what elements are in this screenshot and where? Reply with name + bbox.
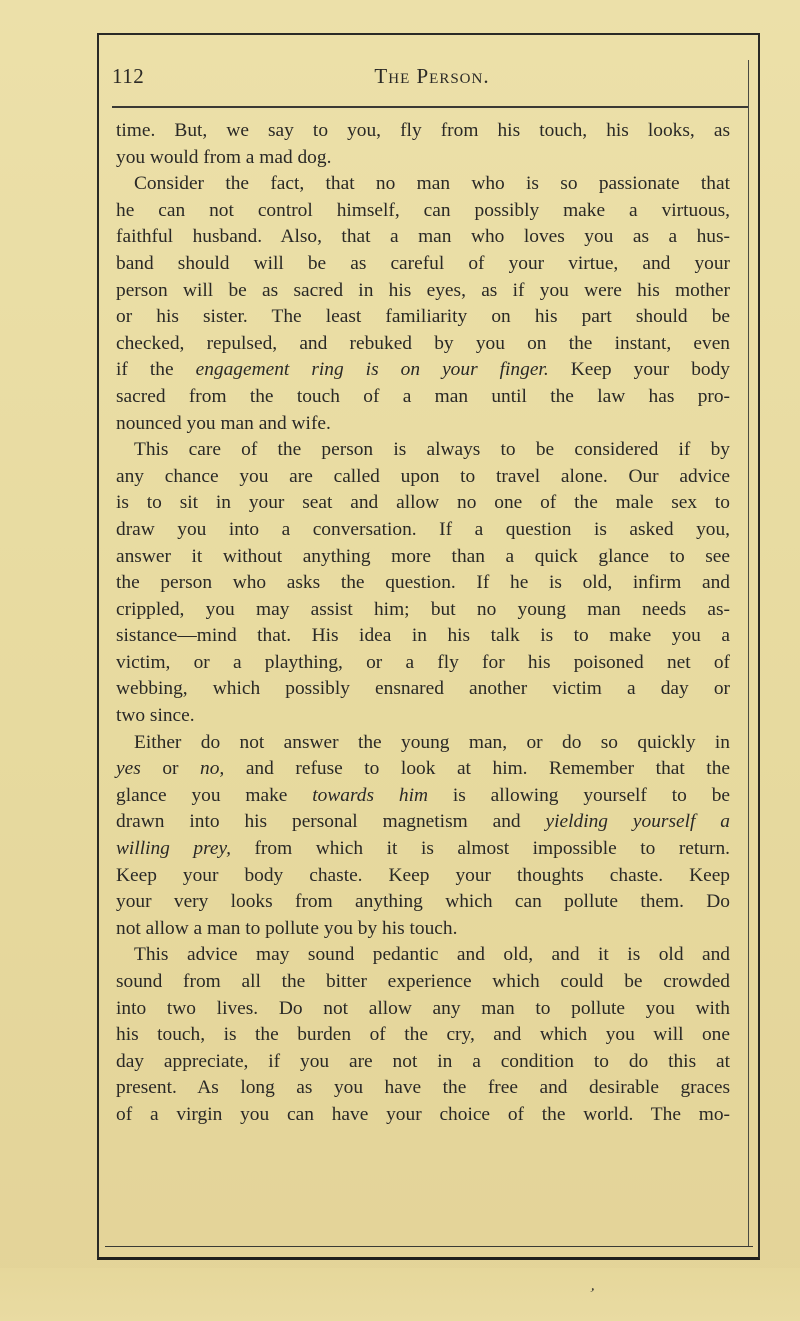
text-line — [116, 304, 730, 331]
text-line — [116, 836, 730, 863]
text-run: from which it is almost impossible to return. — [230, 838, 730, 860]
bottom-rule — [105, 1246, 753, 1247]
text-run: is to sit in your seat and allow no one of the male sex to — [116, 492, 730, 514]
text-run: band should will be as careful of your virtue, and your — [116, 252, 730, 274]
text-run: Either do not answer the young man, or do so quickly in — [134, 731, 730, 753]
text-line — [116, 145, 730, 172]
text-run: sound from all the bitter experience which could be crowded — [116, 971, 730, 992]
text-run: not allow a man to pollute you by his touch. — [116, 917, 458, 939]
text-line — [116, 623, 730, 650]
text-run: crippled, you may assist him; but no young man needs as- — [116, 598, 730, 620]
text-run: day appreciate, if you are not in a condition to do this at — [116, 1050, 730, 1072]
text-run: you would from a mad dog. — [116, 146, 332, 168]
text-run: his touch, is the burden of the cry, and which you will one — [116, 1024, 730, 1046]
text-run: any chance you are called upon to travel alone. Our advice — [116, 465, 730, 487]
text-line — [116, 1022, 730, 1049]
text-run: sistance—mind that. His idea in his talk is to make you a — [116, 625, 730, 647]
page-edge — [0, 1268, 800, 1321]
text-run: drawn into his personal magnetism and — [116, 811, 546, 833]
text-run: This care of the person is always to be considered if by — [134, 439, 730, 461]
text-line — [116, 544, 730, 571]
text-line — [116, 490, 730, 517]
text-run: glance you make — [116, 784, 313, 806]
text-run: he can not control himself, can possibly make a virtuous, — [116, 199, 730, 221]
body-text — [116, 118, 730, 1129]
text-line — [116, 676, 730, 703]
text-line — [116, 756, 730, 783]
text-run: This advice may sound pedantic and old, and it is old and — [134, 944, 730, 966]
text-run: checked, repulsed, and rebuked by you on the instant, even — [116, 332, 730, 354]
text-run: faithful husband. Also, that a man who loves you as a hus- — [116, 226, 730, 248]
text-run: if the — [116, 359, 196, 381]
text-run: victim, or a plaything, or a fly for his poisoned net of — [116, 651, 730, 673]
text-line — [116, 198, 730, 225]
italic-text: yielding yourself a — [545, 811, 730, 833]
italic-text: willing prey, — [116, 838, 231, 860]
header-rule — [112, 106, 748, 108]
text-run: webbing, which possibly ensnared another victim a day or — [116, 678, 730, 700]
text-line — [116, 916, 730, 943]
text-run: draw you into a conversation. If a question is asked you, — [116, 518, 730, 540]
text-run: answer it without anything more than a quick glance to see — [116, 545, 730, 567]
text-line — [116, 969, 730, 996]
text-run: and refuse to look at him. Remember that the — [224, 758, 730, 780]
text-line — [116, 171, 730, 198]
italic-text: towards him — [312, 784, 428, 806]
text-line — [116, 251, 730, 278]
text-run: your very looks from anything which can pollute them. Do — [116, 891, 730, 913]
text-run: into two lives. Do not allow any man to pollute you with — [116, 997, 730, 1019]
text-run: nounced you man and wife. — [116, 412, 331, 434]
text-line — [116, 437, 730, 464]
text-line — [116, 942, 730, 969]
text-run: two since. — [116, 705, 195, 727]
italic-text: yes — [116, 758, 141, 780]
running-head: The Person. — [374, 64, 490, 88]
text-line — [116, 783, 730, 810]
text-line — [116, 224, 730, 251]
text-line — [116, 411, 730, 438]
text-line — [116, 703, 730, 730]
italic-text: engagement ring is on your finger. — [195, 359, 549, 381]
text-run: sacred from the touch of a man until the law has pro- — [116, 385, 730, 407]
text-line — [116, 1049, 730, 1076]
text-line — [116, 331, 730, 358]
text-run: Keep your body — [548, 359, 731, 381]
text-line — [116, 464, 730, 491]
text-run: of a virgin you can have your choice of the world. The mo- — [116, 1103, 730, 1125]
text-run: Keep your body chaste. Keep your thoughts chaste. Keep — [116, 864, 730, 886]
page-header — [112, 64, 752, 100]
text-line — [116, 570, 730, 597]
text-line — [116, 730, 730, 757]
text-line — [116, 1102, 730, 1129]
text-line — [116, 384, 730, 411]
text-line — [116, 650, 730, 677]
text-run: Consider the fact, that no man who is so passionate that — [134, 173, 730, 195]
text-line — [116, 357, 730, 384]
text-run: person will be as sacred in his eyes, as if you were his mother — [116, 279, 730, 301]
text-line — [116, 118, 730, 145]
text-line — [116, 996, 730, 1023]
text-run: or his sister. The least familiarity on his part should be — [116, 306, 730, 328]
text-line — [116, 809, 730, 836]
text-run: the person who asks the question. If he is old, infirm and — [116, 572, 730, 594]
page-number: 112 — [112, 64, 145, 88]
stray-mark: , — [589, 1276, 599, 1295]
right-rule — [748, 60, 749, 1246]
text-line — [116, 597, 730, 624]
text-line — [116, 889, 730, 916]
text-run: is allowing yourself to be — [427, 784, 730, 806]
text-line — [116, 278, 730, 305]
text-run: present. As long as you have the free and desirable graces — [116, 1077, 730, 1099]
text-run: or — [140, 758, 201, 780]
text-line — [116, 517, 730, 544]
text-line — [116, 863, 730, 890]
italic-text: no, — [200, 758, 225, 780]
text-line — [116, 1075, 730, 1102]
text-run: time. But, we say to you, fly from his touch, his looks, as — [116, 120, 730, 141]
